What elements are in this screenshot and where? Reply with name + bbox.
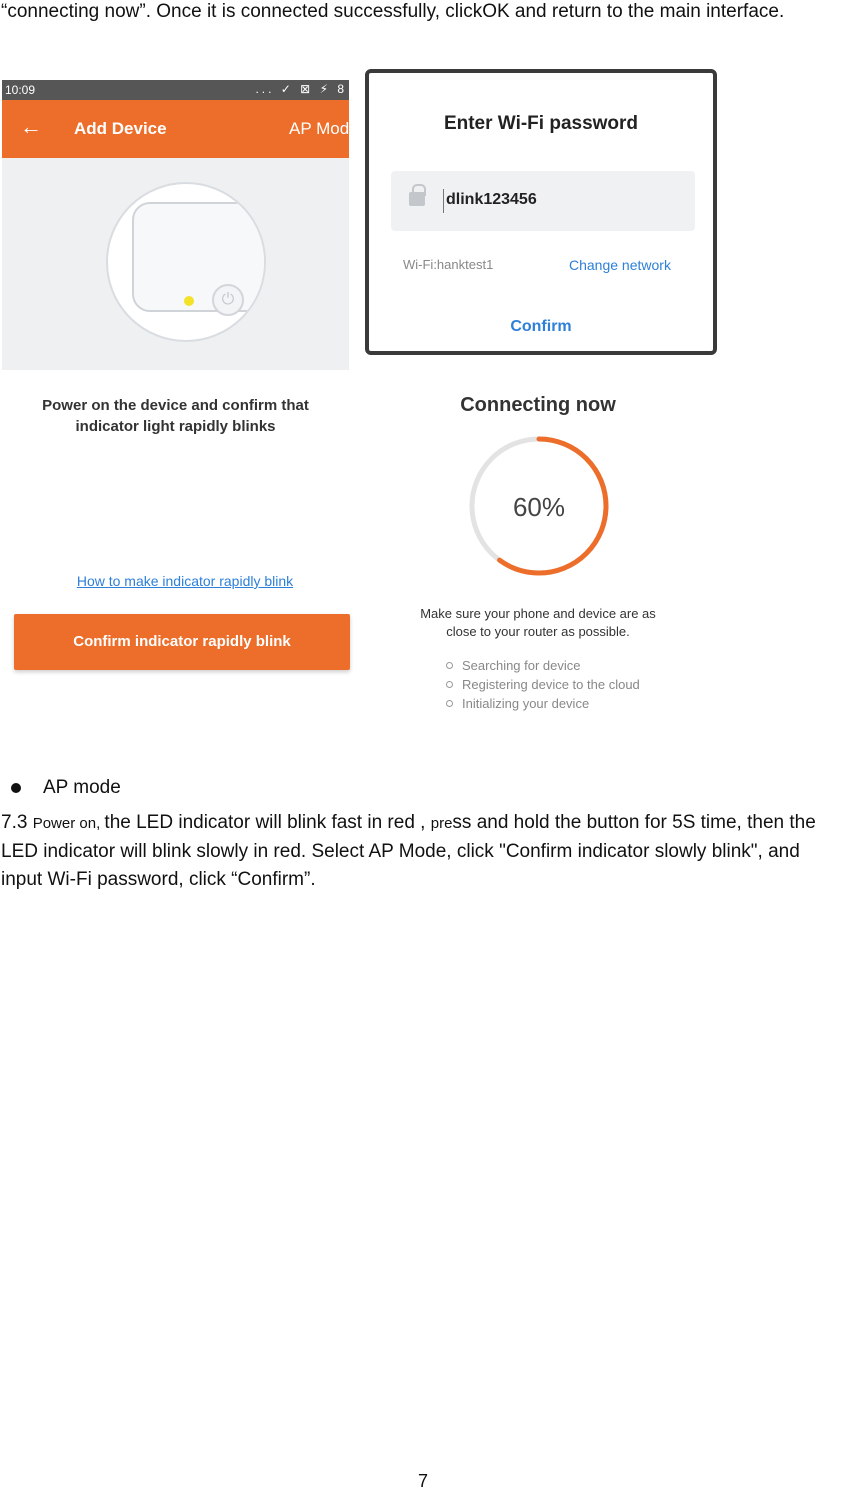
ap-mode-button[interactable]: AP Mod [289,119,349,138]
step-number: 7.3 [1,812,33,833]
step-item [446,694,640,713]
step-item [446,656,640,675]
dialog-confirm-button[interactable]: Confirm [510,318,572,335]
text-cursor [443,189,444,213]
wifi-password-dialog [365,69,717,355]
step-label: Searching for device [462,658,581,673]
step-paragraph [1,809,846,894]
circle-icon [446,700,453,707]
step-label: Registering device to the cloud [462,677,640,692]
step-small-text: Power on, [32,815,105,832]
wifi-network-label: Wi-Fi:hanktest1 [403,257,494,272]
circle-icon [446,681,453,688]
indicator-led-icon [184,296,194,306]
change-network-link[interactable]: Change network [569,257,671,273]
intro-paragraph: “connecting now”. Once it is connected successfully, clickOK and return to the main interface. [1,1,785,22]
step-item [446,675,640,694]
step-text-a: the LED indicator will blink fast in red , [104,812,431,833]
bullet-icon [11,783,21,793]
lock-icon [409,192,425,206]
screen-title: Add Device [74,119,167,138]
power-icon: ⏻ [212,284,244,316]
section-heading: AP mode [43,777,121,798]
page-number: 7 [417,1471,428,1491]
step-label: Initializing your device [462,696,590,711]
dialog-title: Enter Wi-Fi password [443,113,639,134]
howto-link[interactable]: How to make indicator rapidly blink [76,573,294,589]
app-bar [2,100,349,158]
circle-icon [446,662,453,669]
proximity-note: Make sure your phone and device are as close to your router as possible. [420,606,656,639]
step-text-b: ss and hold the button for 5S time, then the LED indicator will blink slowly in red. Select AP Mode, click "Confirm indicator slowly blink", and input Wi-Fi password, click “Confirm”. [1,812,816,890]
status-bar [2,80,349,100]
progress-label: 60% [512,492,566,522]
password-value: dlink123456 [446,191,537,208]
progress-ring [465,432,613,580]
connecting-title: Connecting now [460,394,616,416]
step-small-text-b: pre [430,815,453,832]
device-illustration [106,182,266,342]
connection-steps [446,656,640,713]
device-body [132,202,266,312]
instruction-text: Power on the device and confirm that indicator light rapidly blinks [42,397,309,435]
add-device-screen [2,80,349,370]
status-icons: ... ✓ ⊠ ⚡ 8 [255,82,347,96]
password-input[interactable] [391,171,695,231]
arrow-left-icon[interactable]: ← [20,114,42,139]
status-time: 10:09 [5,83,36,97]
confirm-blink-button[interactable]: Confirm indicator rapidly blink [14,614,350,670]
add-device-screen-lower [2,370,349,705]
